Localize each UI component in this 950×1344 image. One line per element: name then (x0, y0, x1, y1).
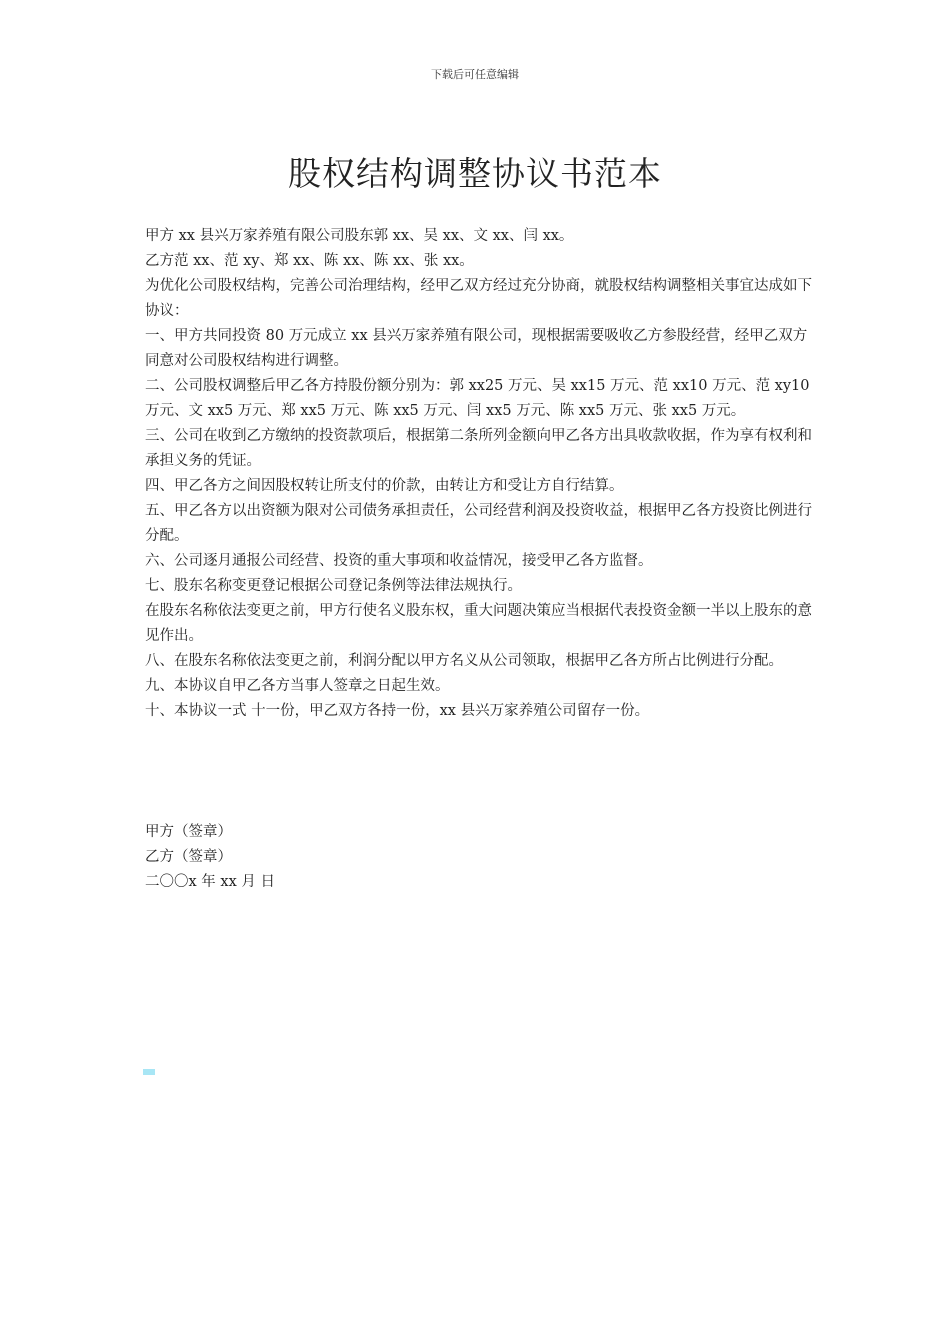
clause-10: 十、本协议一式 十一份，甲乙双方各持一份，xx 县兴万家养殖公司留存一份。 (145, 703, 650, 719)
clause-2: 二、公司股权调整后甲乙各方持股份额分别为：郭 xx25 万元、吴 xx15 万元、范 xx10 万元、范 xy10 万元、文 xx5 万元、郑 xx5 万元、陈 xx5 万元、闫 xx5 万元、陈 xx5 万元、张 xx5 万元。 (145, 378, 810, 419)
clause-3: 三、公司在收到乙方缴纳的投资款项后，根据第二条所列金额向甲乙各方出具收款收据，作为享有权利和承担义务的凭证。 (145, 428, 812, 469)
document-title: 股权结构调整协议书范本 (288, 154, 662, 194)
signature-date: 二〇〇x 年 xx 月 日 (145, 874, 275, 890)
document-body (145, 224, 813, 724)
clause-5: 五、甲乙各方以出资额为限对公司债务承担责任，公司经营利润及投资收益，根据甲乙各方投资比例进行分配。 (145, 503, 812, 544)
clause-7: 七、股东名称变更登记根据公司登记条例等法律法规执行。 (145, 578, 522, 594)
clause-7-note: 在股东名称依法变更之前，甲方行使名义股东权，重大问题决策应当根据代表投资金额一半以上股东的意见作出。 (145, 603, 812, 644)
clause-8: 八、在股东名称依法变更之前，利润分配以甲方名义从公司领取，根据甲乙各方所占比例进行分配。 (145, 653, 783, 669)
party-a-signature: 甲方（签章） (145, 824, 232, 840)
highlight-marker (143, 1069, 155, 1075)
clause-4: 四、甲乙各方之间因股权转让所支付的价款，由转让方和受让方自行结算。 (145, 478, 624, 494)
party-b-signature: 乙方（签章） (145, 849, 232, 865)
clause-6: 六、公司逐月通报公司经营、投资的重大事项和收益情况，接受甲乙各方监督。 (145, 553, 653, 569)
paragraph-preamble: 为优化公司股权结构，完善公司治理结构，经甲乙双方经过充分协商，就股权结构调整相关事宜达成如下协议： (145, 278, 812, 319)
clause-9: 九、本协议自甲乙各方当事人签章之日起生效。 (145, 678, 450, 694)
signature-block (145, 820, 545, 895)
paragraph-party-b: 乙方范 xx、范 xy、郑 xx、陈 xx、陈 xx、张 xx。 (145, 253, 474, 269)
clause-1: 一、甲方共同投资 80 万元成立 xx 县兴万家养殖有限公司，现根据需要吸收乙方参股经营，经甲乙双方同意对公司股权结构进行调整。 (145, 328, 808, 369)
paragraph-party-a: 甲方 xx 县兴万家养殖有限公司股东郭 xx、吴 xx、文 xx、闫 xx。 (145, 228, 574, 244)
header-note: 下载后可任意编辑 (431, 68, 519, 81)
